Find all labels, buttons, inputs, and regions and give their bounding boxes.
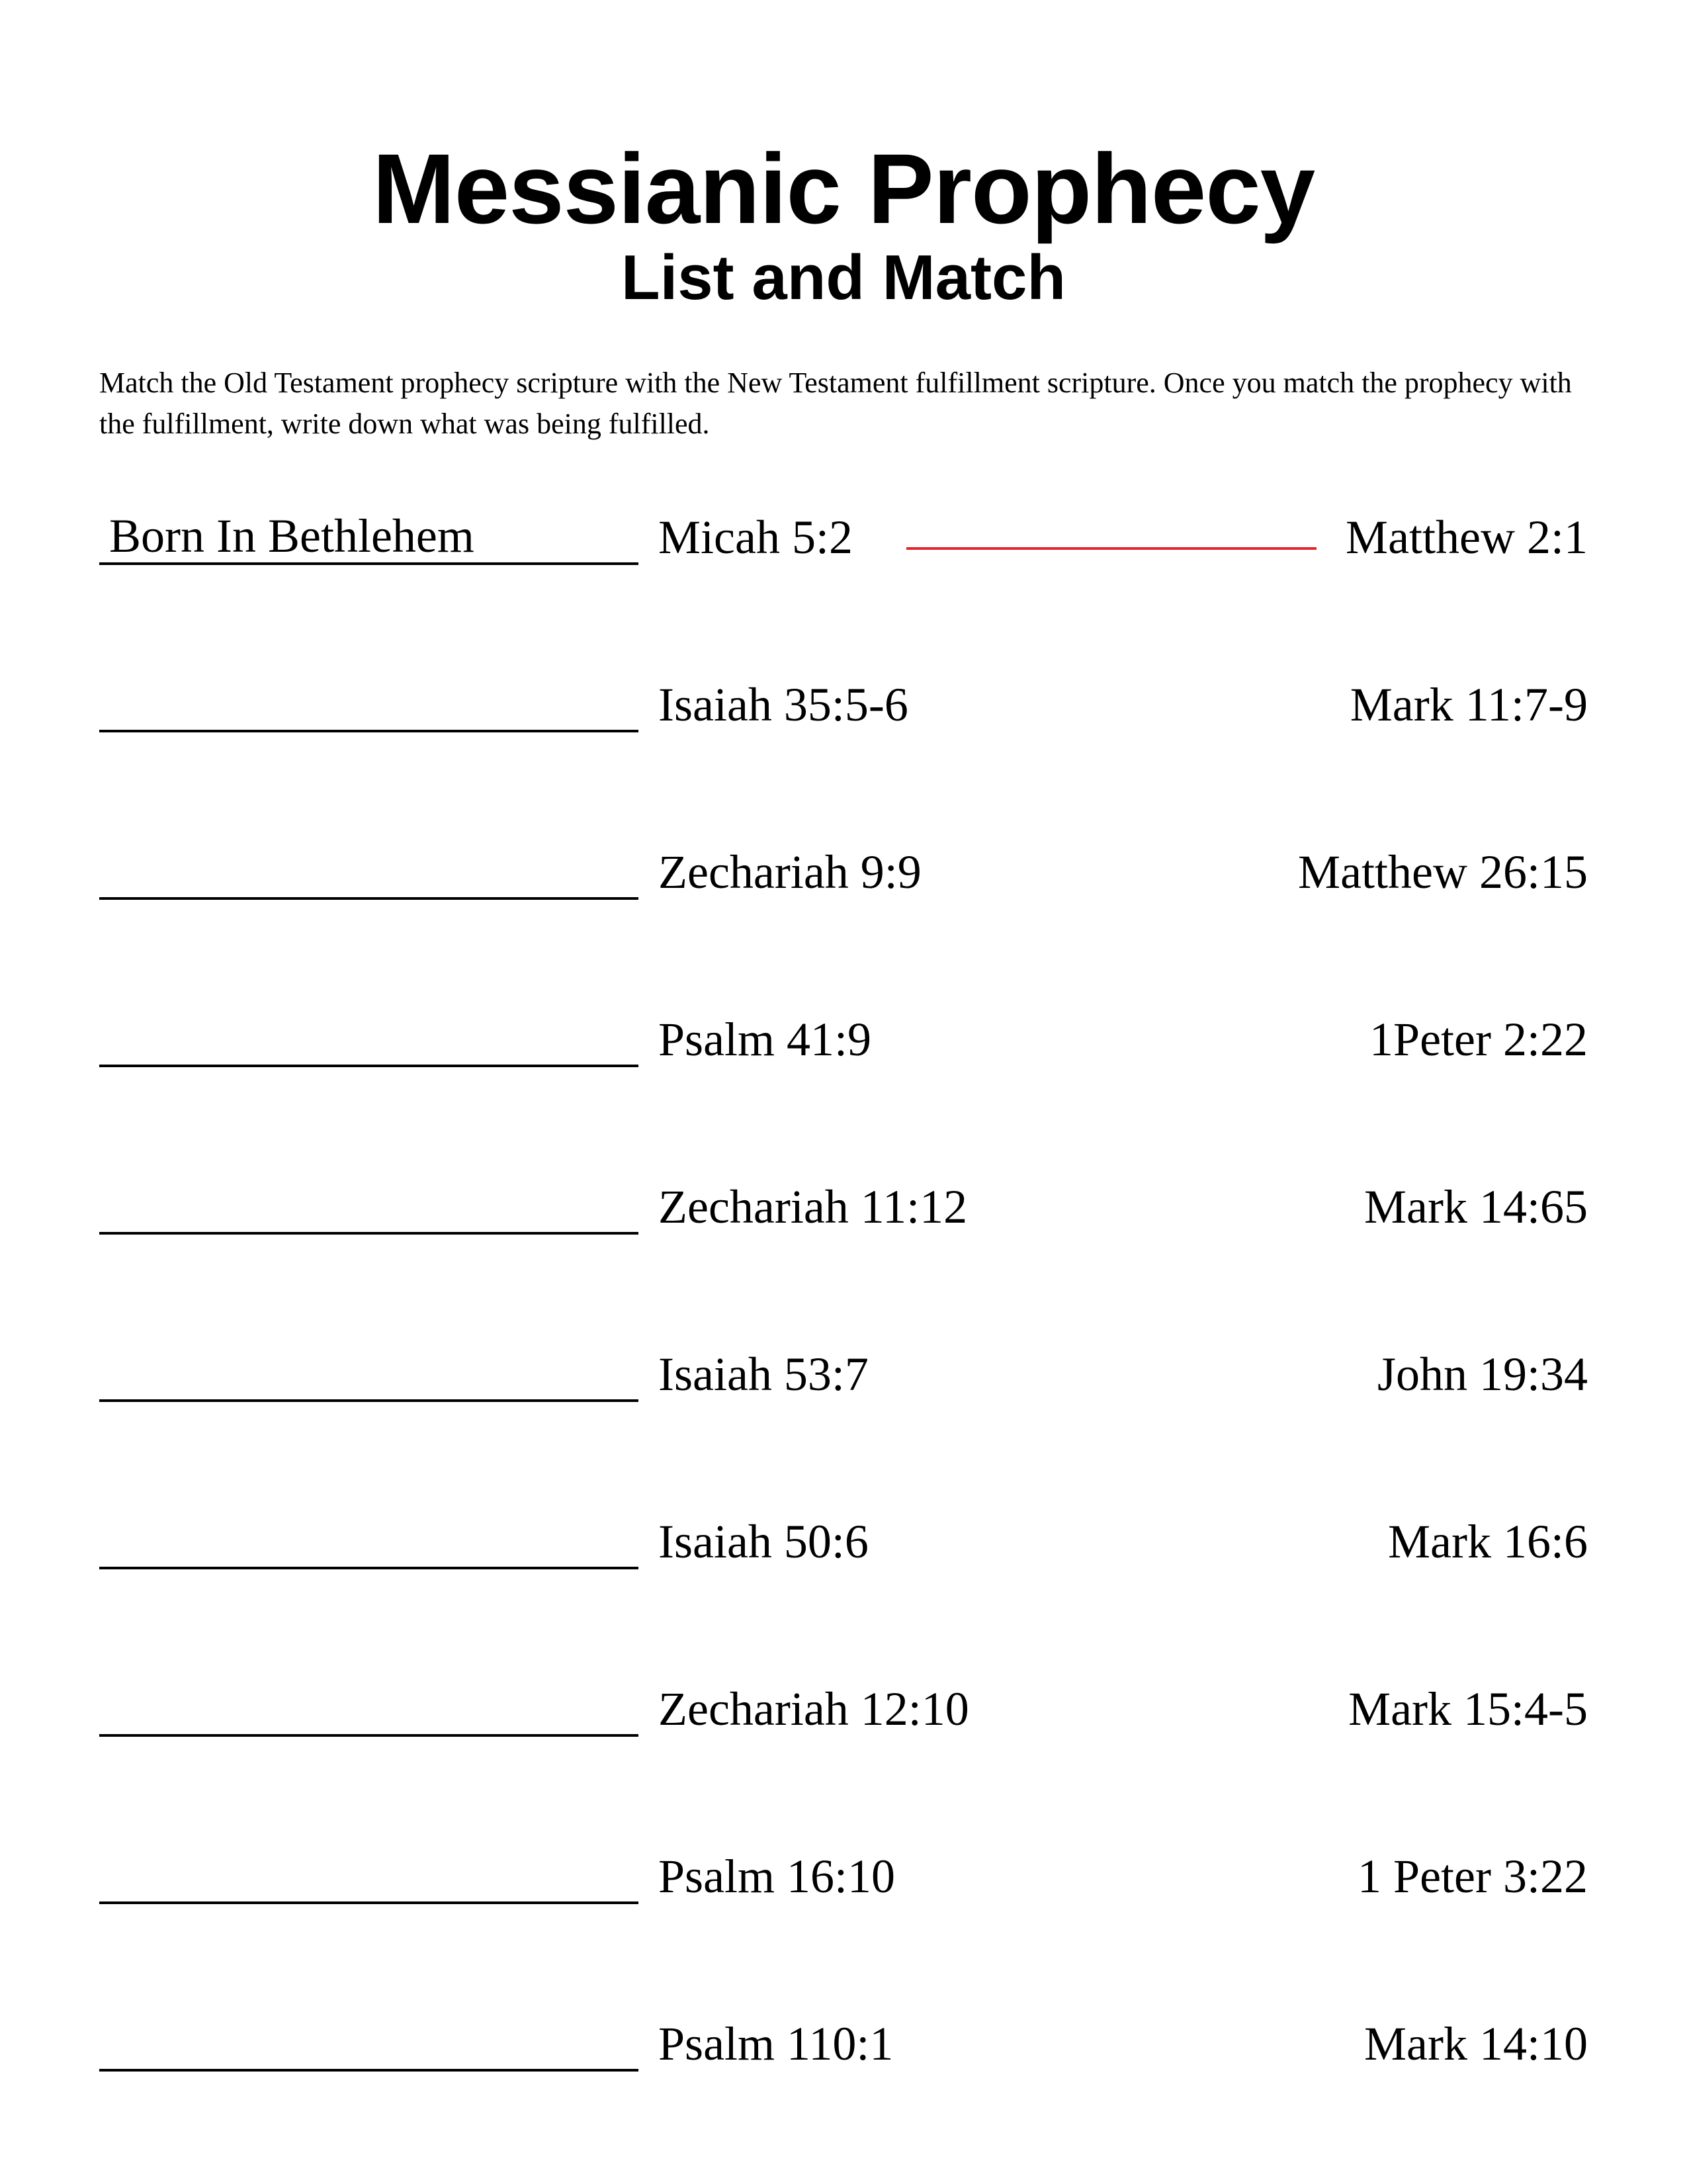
old-testament-reference: Psalm 16:10 <box>658 1850 896 1903</box>
match-row <box>0 678 1687 763</box>
match-row <box>0 2017 1687 2102</box>
answer-blank-line[interactable] <box>99 1399 638 1402</box>
old-testament-reference: Zechariah 9:9 <box>658 846 922 898</box>
match-row <box>0 1682 1687 1767</box>
answer-blank-line[interactable] <box>99 1901 638 1904</box>
old-testament-reference: Isaiah 35:5-6 <box>658 678 908 731</box>
new-testament-reference: Matthew 2:1 <box>1346 511 1588 564</box>
new-testament-reference: Mark 16:6 <box>1388 1515 1588 1568</box>
new-testament-reference: John 19:34 <box>1377 1348 1588 1401</box>
new-testament-reference: 1Peter 2:22 <box>1369 1013 1588 1066</box>
new-testament-reference: Matthew 26:15 <box>1298 846 1588 898</box>
old-testament-reference: Zechariah 11:12 <box>658 1180 968 1233</box>
answer-blank-line[interactable] <box>99 730 638 732</box>
answer-blank-line[interactable] <box>99 1232 638 1235</box>
answer-blank-line[interactable] <box>99 2069 638 2072</box>
page-subtitle: List and Match <box>621 242 1066 313</box>
answer-blank-line[interactable] <box>99 1065 638 1067</box>
new-testament-reference: Mark 14:65 <box>1364 1180 1588 1233</box>
match-row <box>0 1850 1687 1935</box>
old-testament-reference: Isaiah 53:7 <box>658 1348 869 1401</box>
match-row <box>0 1013 1687 1098</box>
match-row <box>0 1348 1687 1432</box>
answer-blank-line[interactable] <box>99 897 638 900</box>
new-testament-reference: Mark 14:10 <box>1364 2017 1588 2070</box>
new-testament-reference: 1 Peter 3:22 <box>1358 1850 1588 1903</box>
match-connector-line <box>906 547 1317 550</box>
old-testament-reference: Zechariah 12:10 <box>658 1682 969 1735</box>
match-row <box>0 1515 1687 1600</box>
old-testament-reference: Isaiah 50:6 <box>658 1515 869 1568</box>
instructions-text: Match the Old Testament prophecy scripture with the New Testament fulfillment scripture. Once you match the prophecy with the fulfillment, write down what was being fulfilled. <box>99 367 1572 440</box>
old-testament-reference: Micah 5:2 <box>658 511 853 564</box>
answer-blank-line[interactable] <box>99 1567 638 1569</box>
answer-text[interactable]: Born In Bethlehem <box>109 509 474 562</box>
answer-blank-line[interactable] <box>99 1734 638 1737</box>
page-title: Messianic Prophecy <box>372 133 1315 244</box>
new-testament-reference: Mark 11:7-9 <box>1350 678 1588 731</box>
match-row <box>0 1180 1687 1265</box>
match-row <box>0 846 1687 930</box>
match-row <box>0 509 1687 595</box>
old-testament-reference: Psalm 41:9 <box>658 1013 872 1066</box>
answer-blank-line[interactable] <box>99 562 638 565</box>
old-testament-reference: Psalm 110:1 <box>658 2017 894 2070</box>
new-testament-reference: Mark 15:4-5 <box>1348 1682 1588 1735</box>
